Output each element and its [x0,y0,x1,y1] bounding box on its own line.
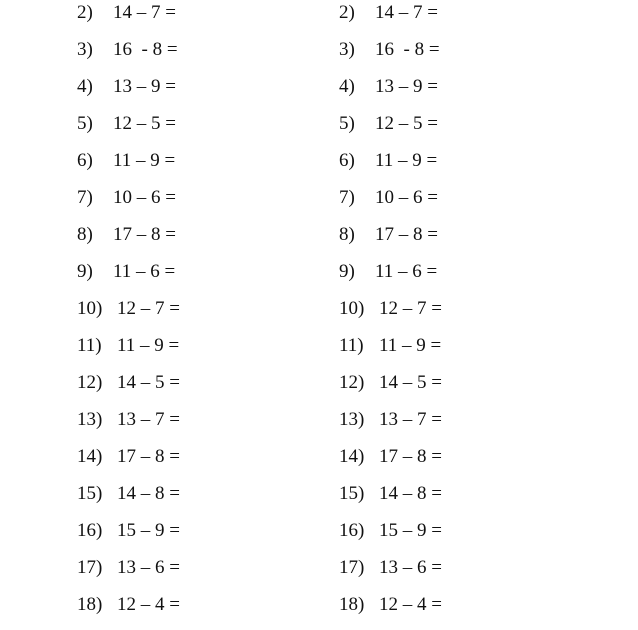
problem-expression: 10 – 6 = [113,187,176,208]
problem-row [77,593,180,617]
problem-row [77,408,180,432]
problem-expression: 11 – 9 = [375,150,438,171]
problem-number: 15) [77,483,103,504]
problem-number: 17) [339,557,365,578]
problem-number: 11) [77,335,102,356]
problem-expression: 13 – 9 = [375,76,438,97]
problem-row [339,149,437,173]
problem-expression: 12 – 7 = [379,298,442,319]
problem-number: 18) [77,594,103,615]
problem-row [339,38,440,62]
problem-row [77,1,176,25]
problem-expression: 15 – 9 = [117,520,180,541]
problem-row [339,371,442,395]
problem-row [339,1,438,25]
problem-row [339,482,442,506]
problem-expression: 16 - 8 = [113,39,178,60]
problem-number: 7) [77,187,93,208]
problem-row [339,519,442,543]
problem-number: 12) [77,372,103,393]
problem-expression: 14 – 8 = [379,483,442,504]
problem-row [77,38,178,62]
problem-row [339,445,442,469]
problem-number: 3) [339,39,355,60]
problem-number: 5) [339,113,355,134]
problem-expression: 17 – 8 = [375,224,438,245]
problem-expression: 13 – 7 = [379,409,442,430]
problem-number: 3) [77,39,93,60]
problem-row [339,408,442,432]
problem-expression: 12 – 4 = [379,594,442,615]
problem-row [339,186,438,210]
problem-number: 8) [339,224,355,245]
problem-number: 7) [339,187,355,208]
problem-number: 4) [339,76,355,97]
problem-expression: 11 – 9 = [379,335,442,356]
problem-expression: 11 – 9 = [117,335,180,356]
problem-number: 14) [339,446,365,467]
problem-expression: 11 – 9 = [113,150,176,171]
problem-row [77,482,180,506]
problem-row [339,260,437,284]
problem-row [339,112,438,136]
problem-row [339,334,441,358]
problem-number: 18) [339,594,365,615]
problem-row [77,223,176,247]
problem-number: 10) [339,298,365,319]
problem-expression: 13 – 6 = [117,557,180,578]
problem-expression: 14 – 5 = [379,372,442,393]
problem-number: 2) [339,2,355,23]
problem-expression: 10 – 6 = [375,187,438,208]
problem-expression: 14 – 7 = [113,2,176,23]
problem-expression: 13 – 6 = [379,557,442,578]
problem-expression: 14 – 5 = [117,372,180,393]
problem-expression: 12 – 7 = [117,298,180,319]
problem-row [77,260,175,284]
problem-number: 16) [339,520,365,541]
problem-number: 16) [77,520,103,541]
problem-number: 11) [339,335,364,356]
problem-row [77,371,180,395]
problem-expression: 12 – 5 = [375,113,438,134]
problem-row [339,297,442,321]
problem-row [77,186,176,210]
problem-expression: 14 – 8 = [117,483,180,504]
problem-number: 9) [339,261,355,282]
problem-number: 17) [77,557,103,578]
problem-row [339,75,438,99]
problem-number: 4) [77,76,93,97]
problem-row [339,556,442,580]
problem-number: 5) [77,113,93,134]
problem-expression: 14 – 7 = [375,2,438,23]
problem-number: 2) [77,2,93,23]
problem-expression: 16 - 8 = [375,39,440,60]
problem-expression: 17 – 8 = [379,446,442,467]
problem-row [339,593,442,617]
problem-row [339,223,438,247]
problem-expression: 17 – 8 = [117,446,180,467]
problem-number: 13) [77,409,103,430]
problem-row [77,556,180,580]
problem-row [77,519,180,543]
problem-expression: 13 – 7 = [117,409,180,430]
problem-row [77,297,180,321]
problem-number: 14) [77,446,103,467]
problem-expression: 12 – 5 = [113,113,176,134]
problem-row [77,112,176,136]
problem-row [77,149,175,173]
problem-number: 13) [339,409,365,430]
problem-number: 10) [77,298,103,319]
problem-expression: 11 – 6 = [113,261,176,282]
problem-expression: 13 – 9 = [113,76,176,97]
problem-number: 15) [339,483,365,504]
problem-row [77,334,179,358]
problem-number: 12) [339,372,365,393]
problem-expression: 11 – 6 = [375,261,438,282]
problem-row [77,75,176,99]
problem-expression: 15 – 9 = [379,520,442,541]
problem-expression: 12 – 4 = [117,594,180,615]
problem-number: 6) [77,150,93,171]
problem-expression: 17 – 8 = [113,224,176,245]
problem-number: 9) [77,261,93,282]
problem-number: 6) [339,150,355,171]
problem-number: 8) [77,224,93,245]
problem-row [77,445,180,469]
